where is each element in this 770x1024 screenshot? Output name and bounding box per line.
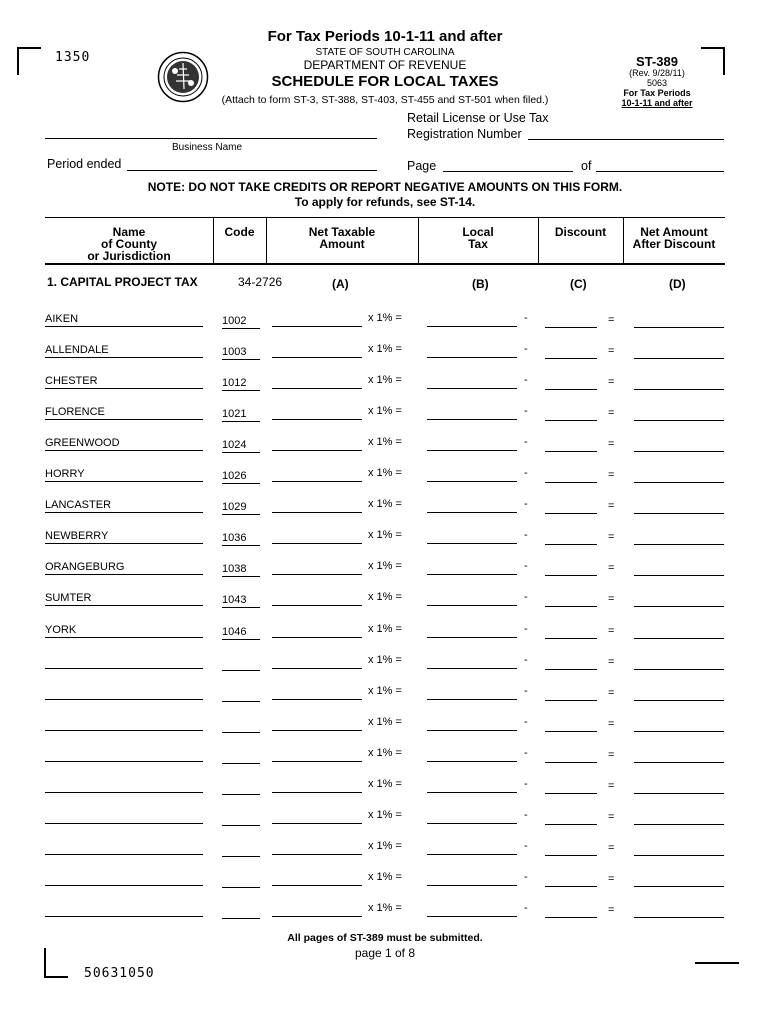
registration-mark-top-left bbox=[17, 47, 41, 75]
table-row bbox=[0, 467, 770, 498]
equals-sign: = bbox=[608, 872, 615, 885]
net-taxable-amount-field[interactable] bbox=[272, 498, 362, 513]
form-id-bottom: 50631050 bbox=[84, 966, 155, 981]
county-code[interactable]: 1036 bbox=[222, 531, 260, 546]
equals-sign: = bbox=[608, 376, 615, 389]
col-header-name-line2: of County bbox=[101, 237, 157, 251]
multiplier-label: x 1% = bbox=[368, 653, 402, 666]
county-name[interactable]: CHESTER bbox=[45, 374, 203, 389]
table-divider bbox=[538, 217, 539, 263]
col-header-local-tax-line1: Local bbox=[462, 225, 494, 239]
multiplier-label: x 1% = bbox=[368, 901, 402, 914]
discount-field[interactable] bbox=[545, 624, 597, 639]
business-name-line[interactable] bbox=[45, 138, 377, 139]
schedule-title: SCHEDULE FOR LOCAL TAXES bbox=[271, 73, 499, 90]
county-code[interactable]: 1046 bbox=[222, 625, 260, 640]
minus-sign: - bbox=[524, 374, 528, 387]
registration-mark-bottom-right bbox=[695, 962, 739, 964]
discount-field[interactable] bbox=[545, 437, 597, 452]
table-row bbox=[0, 902, 770, 933]
multiplier-label: x 1% = bbox=[368, 622, 402, 635]
column-a-label: (A) bbox=[332, 277, 349, 291]
registration-number-line[interactable] bbox=[528, 139, 724, 140]
minus-sign: - bbox=[524, 715, 528, 728]
form-revision: (Rev. 9/28/11) bbox=[629, 68, 685, 78]
county-name[interactable]: NEWBERRY bbox=[45, 529, 203, 544]
county-code[interactable] bbox=[222, 873, 260, 888]
discount-field[interactable] bbox=[545, 717, 597, 732]
table-row bbox=[0, 405, 770, 436]
period-ended-line[interactable] bbox=[127, 170, 377, 171]
form-periods-line1: For Tax Periods bbox=[623, 88, 691, 98]
table-row bbox=[0, 343, 770, 374]
discount-field[interactable] bbox=[545, 872, 597, 887]
multiplier-label: x 1% = bbox=[368, 808, 402, 821]
county-name[interactable]: GREENWOOD bbox=[45, 436, 203, 451]
multiplier-label: x 1% = bbox=[368, 839, 402, 852]
net-taxable-amount-field[interactable] bbox=[272, 405, 362, 420]
local-tax-field[interactable] bbox=[427, 716, 517, 731]
county-name[interactable] bbox=[45, 685, 203, 700]
county-name[interactable] bbox=[45, 716, 203, 731]
equals-sign: = bbox=[608, 562, 615, 575]
multiplier-label: x 1% = bbox=[368, 777, 402, 790]
col-header-net-taxable-line1: Net Taxable bbox=[308, 225, 376, 239]
equals-sign: = bbox=[608, 655, 615, 668]
form-code: 5063 bbox=[646, 78, 668, 88]
discount-field[interactable] bbox=[545, 375, 597, 390]
county-code[interactable] bbox=[222, 718, 260, 733]
column-d-label: (D) bbox=[669, 277, 686, 291]
county-name[interactable]: ORANGEBURG bbox=[45, 560, 203, 575]
section-code: 34-2726 bbox=[238, 275, 283, 289]
net-amount-field[interactable] bbox=[634, 375, 724, 390]
discount-field[interactable] bbox=[545, 406, 597, 421]
county-name[interactable] bbox=[45, 902, 203, 917]
discount-field[interactable] bbox=[545, 686, 597, 701]
minus-sign: - bbox=[524, 622, 528, 635]
net-amount-field[interactable] bbox=[634, 499, 724, 514]
equals-sign: = bbox=[608, 438, 615, 451]
column-c-label: (C) bbox=[570, 277, 587, 291]
equals-sign: = bbox=[608, 717, 615, 730]
table-header-bottom-border bbox=[45, 263, 725, 265]
of-label: of bbox=[581, 159, 592, 173]
county-code[interactable]: 1026 bbox=[222, 469, 260, 484]
county-code[interactable]: 1012 bbox=[222, 376, 260, 391]
multiplier-label: x 1% = bbox=[368, 560, 402, 573]
net-taxable-amount-field[interactable] bbox=[272, 809, 362, 824]
footer-note: All pages of ST-389 must be submitted. bbox=[287, 932, 483, 944]
net-taxable-amount-field[interactable] bbox=[272, 623, 362, 638]
county-name[interactable]: LANCASTER bbox=[45, 498, 203, 513]
multiplier-label: x 1% = bbox=[368, 374, 402, 387]
net-taxable-amount-field[interactable] bbox=[272, 374, 362, 389]
county-code[interactable]: 1024 bbox=[222, 438, 260, 453]
table-row bbox=[0, 591, 770, 622]
discount-field[interactable] bbox=[545, 561, 597, 576]
county-name[interactable] bbox=[45, 809, 203, 824]
state-seal bbox=[157, 51, 209, 103]
local-tax-field[interactable] bbox=[427, 871, 517, 886]
equals-sign: = bbox=[608, 686, 615, 699]
minus-sign: - bbox=[524, 467, 528, 480]
multiplier-label: x 1% = bbox=[368, 436, 402, 449]
net-taxable-amount-field[interactable] bbox=[272, 747, 362, 762]
table-row bbox=[0, 871, 770, 902]
county-code[interactable]: 1043 bbox=[222, 593, 260, 608]
discount-field[interactable] bbox=[545, 841, 597, 856]
multiplier-label: x 1% = bbox=[368, 529, 402, 542]
equals-sign: = bbox=[608, 500, 615, 513]
county-name[interactable] bbox=[45, 871, 203, 886]
multiplier-label: x 1% = bbox=[368, 343, 402, 356]
multiplier-label: x 1% = bbox=[368, 591, 402, 604]
multiplier-label: x 1% = bbox=[368, 870, 402, 883]
business-name-label: Business Name bbox=[172, 142, 243, 153]
retail-license-label-2: Registration Number bbox=[407, 127, 522, 141]
county-name[interactable] bbox=[45, 654, 203, 669]
minus-sign: - bbox=[524, 560, 528, 573]
net-amount-field[interactable] bbox=[634, 406, 724, 421]
county-name[interactable] bbox=[45, 747, 203, 762]
net-amount-field[interactable] bbox=[634, 655, 724, 670]
discount-field[interactable] bbox=[545, 530, 597, 545]
net-amount-field[interactable] bbox=[634, 686, 724, 701]
equals-sign: = bbox=[608, 407, 615, 420]
net-taxable-amount-field[interactable] bbox=[272, 343, 362, 358]
discount-field[interactable] bbox=[545, 655, 597, 670]
county-code[interactable] bbox=[222, 904, 260, 919]
col-header-net-amount bbox=[623, 226, 725, 250]
county-code[interactable] bbox=[222, 842, 260, 857]
local-tax-field[interactable] bbox=[427, 778, 517, 793]
minus-sign: - bbox=[524, 498, 528, 511]
county-code[interactable] bbox=[222, 656, 260, 671]
equals-sign: = bbox=[608, 810, 615, 823]
col-header-name-line3: or Jurisdiction bbox=[87, 249, 171, 263]
multiplier-label: x 1% = bbox=[368, 715, 402, 728]
local-tax-field[interactable] bbox=[427, 685, 517, 700]
equals-sign: = bbox=[608, 903, 615, 916]
local-tax-field[interactable] bbox=[427, 623, 517, 638]
equals-sign: = bbox=[608, 314, 615, 326]
net-amount-field[interactable] bbox=[634, 872, 724, 887]
attach-note: (Attach to form ST-3, ST-388, ST-403, ST-455 and ST-501 when filed.) bbox=[221, 94, 549, 106]
net-amount-field[interactable] bbox=[634, 717, 724, 732]
local-tax-field[interactable] bbox=[427, 654, 517, 669]
equals-sign: = bbox=[608, 593, 615, 606]
equals-sign: = bbox=[608, 345, 615, 358]
net-taxable-amount-field[interactable] bbox=[272, 716, 362, 731]
county-code[interactable] bbox=[222, 811, 260, 826]
table-row bbox=[0, 840, 770, 871]
county-name[interactable]: AIKEN bbox=[45, 312, 203, 327]
col-header-net-taxable bbox=[266, 226, 418, 250]
table-divider bbox=[213, 217, 214, 263]
local-tax-field[interactable] bbox=[427, 809, 517, 824]
net-taxable-amount-field[interactable] bbox=[272, 436, 362, 451]
minus-sign: - bbox=[524, 436, 528, 449]
net-amount-field[interactable] bbox=[634, 437, 724, 452]
col-header-name bbox=[45, 226, 213, 262]
net-taxable-amount-field[interactable] bbox=[272, 529, 362, 544]
net-amount-field[interactable] bbox=[634, 748, 724, 763]
multiplier-label: x 1% = bbox=[368, 684, 402, 697]
form-number: ST-389 bbox=[636, 54, 678, 69]
net-amount-field[interactable] bbox=[634, 530, 724, 545]
table-row bbox=[0, 623, 770, 654]
county-code[interactable]: 1038 bbox=[222, 562, 260, 577]
header-state: STATE OF SOUTH CAROLINA bbox=[315, 47, 455, 58]
discount-field[interactable] bbox=[545, 344, 597, 359]
multiplier-label: x 1% = bbox=[368, 746, 402, 759]
county-name[interactable]: ALLENDALE bbox=[45, 343, 203, 358]
discount-field[interactable] bbox=[545, 499, 597, 514]
equals-sign: = bbox=[608, 841, 615, 854]
county-code[interactable] bbox=[222, 780, 260, 795]
local-tax-field[interactable] bbox=[427, 840, 517, 855]
minus-sign: - bbox=[524, 343, 528, 356]
page-label: Page bbox=[407, 159, 437, 173]
header-title: For Tax Periods 10-1-11 and after bbox=[267, 28, 503, 45]
table-row bbox=[0, 778, 770, 809]
table-row bbox=[0, 498, 770, 529]
minus-sign: - bbox=[524, 808, 528, 821]
col-header-net-amount-line1: Net Amount bbox=[640, 225, 708, 239]
discount-field[interactable] bbox=[545, 592, 597, 607]
equals-sign: = bbox=[608, 469, 615, 482]
net-amount-field[interactable] bbox=[634, 592, 724, 607]
local-tax-field[interactable] bbox=[427, 467, 517, 482]
net-taxable-amount-field[interactable] bbox=[272, 840, 362, 855]
net-amount-field[interactable] bbox=[634, 344, 724, 359]
county-name[interactable] bbox=[45, 840, 203, 855]
col-header-code: Code bbox=[224, 225, 255, 239]
minus-sign: - bbox=[524, 777, 528, 790]
section-title: 1. CAPITAL PROJECT TAX bbox=[47, 275, 198, 289]
col-header-net-taxable-line2: Amount bbox=[319, 237, 365, 251]
table-row bbox=[0, 809, 770, 840]
net-taxable-amount-field[interactable] bbox=[272, 591, 362, 606]
header-department: DEPARTMENT OF REVENUE bbox=[303, 58, 467, 72]
col-header-discount: Discount bbox=[554, 225, 607, 239]
col-header-net-amount-line2: After Discount bbox=[632, 237, 716, 251]
page-number-line[interactable] bbox=[443, 171, 573, 172]
net-amount-field[interactable] bbox=[634, 810, 724, 825]
page-total-line[interactable] bbox=[596, 171, 724, 172]
local-tax-field[interactable] bbox=[427, 747, 517, 762]
net-amount-field[interactable] bbox=[634, 313, 724, 328]
equals-sign: = bbox=[608, 624, 615, 637]
registration-mark-top-right bbox=[701, 47, 725, 75]
footer-page: page 1 of 8 bbox=[354, 946, 416, 960]
discount-field[interactable] bbox=[545, 810, 597, 825]
local-tax-field[interactable] bbox=[427, 436, 517, 451]
equals-sign: = bbox=[608, 531, 615, 544]
minus-sign: - bbox=[524, 839, 528, 852]
table-row bbox=[0, 560, 770, 591]
discount-field[interactable] bbox=[545, 313, 597, 328]
local-tax-field[interactable] bbox=[427, 374, 517, 389]
note-line-1: NOTE: DO NOT TAKE CREDITS OR REPORT NEGATIVE AMOUNTS ON THIS FORM. bbox=[147, 180, 623, 194]
county-name[interactable]: YORK bbox=[45, 623, 203, 638]
col-header-local-tax bbox=[418, 226, 538, 250]
table-row bbox=[0, 374, 770, 405]
net-amount-field[interactable] bbox=[634, 624, 724, 639]
net-taxable-amount-field[interactable] bbox=[272, 685, 362, 700]
county-code[interactable]: 1021 bbox=[222, 407, 260, 422]
local-tax-field[interactable] bbox=[427, 343, 517, 358]
minus-sign: - bbox=[524, 312, 528, 324]
minus-sign: - bbox=[524, 901, 528, 914]
minus-sign: - bbox=[524, 591, 528, 604]
net-taxable-amount-field[interactable] bbox=[272, 654, 362, 669]
table-row bbox=[0, 312, 770, 343]
table-row bbox=[0, 747, 770, 778]
discount-field[interactable] bbox=[545, 468, 597, 483]
discount-field[interactable] bbox=[545, 748, 597, 763]
net-taxable-amount-field[interactable] bbox=[272, 902, 362, 917]
minus-sign: - bbox=[524, 746, 528, 759]
local-tax-field[interactable] bbox=[427, 529, 517, 544]
net-taxable-amount-field[interactable] bbox=[272, 560, 362, 575]
net-taxable-amount-field[interactable] bbox=[272, 467, 362, 482]
table-row bbox=[0, 685, 770, 716]
minus-sign: - bbox=[524, 529, 528, 542]
retail-license-label-1: Retail License or Use Tax bbox=[407, 111, 549, 125]
county-code[interactable] bbox=[222, 687, 260, 702]
table-row bbox=[0, 716, 770, 747]
local-tax-field[interactable] bbox=[427, 560, 517, 575]
local-tax-field[interactable] bbox=[427, 405, 517, 420]
county-code[interactable]: 1029 bbox=[222, 500, 260, 515]
period-ended-label: Period ended bbox=[47, 157, 122, 171]
net-amount-field[interactable] bbox=[634, 561, 724, 576]
minus-sign: - bbox=[524, 684, 528, 697]
local-tax-field[interactable] bbox=[427, 591, 517, 606]
column-b-label: (B) bbox=[472, 277, 489, 291]
multiplier-label: x 1% = bbox=[368, 312, 402, 324]
discount-field[interactable] bbox=[545, 779, 597, 794]
col-header-name-line1: Name bbox=[112, 225, 146, 239]
county-name[interactable]: FLORENCE bbox=[45, 405, 203, 420]
county-name[interactable] bbox=[45, 778, 203, 793]
county-name[interactable]: HORRY bbox=[45, 467, 203, 482]
multiplier-label: x 1% = bbox=[368, 498, 402, 511]
table-row bbox=[0, 529, 770, 560]
col-header-local-tax-line2: Tax bbox=[468, 237, 488, 251]
net-taxable-amount-field[interactable] bbox=[272, 312, 362, 327]
local-tax-field[interactable] bbox=[427, 902, 517, 917]
note-line-2: To apply for refunds, see ST-14. bbox=[294, 195, 476, 209]
multiplier-label: x 1% = bbox=[368, 467, 402, 480]
net-amount-field[interactable] bbox=[634, 779, 724, 794]
net-amount-field[interactable] bbox=[634, 841, 724, 856]
minus-sign: - bbox=[524, 653, 528, 666]
equals-sign: = bbox=[608, 779, 615, 792]
table-row bbox=[0, 654, 770, 685]
net-amount-field[interactable] bbox=[634, 468, 724, 483]
minus-sign: - bbox=[524, 405, 528, 418]
county-name[interactable]: SUMTER bbox=[45, 591, 203, 606]
multiplier-label: x 1% = bbox=[368, 405, 402, 418]
local-tax-field[interactable] bbox=[427, 498, 517, 513]
county-code[interactable]: 1003 bbox=[222, 345, 260, 360]
table-row bbox=[0, 436, 770, 467]
form-id-top: 1350 bbox=[55, 50, 91, 65]
net-taxable-amount-field[interactable] bbox=[272, 778, 362, 793]
local-tax-field[interactable] bbox=[427, 312, 517, 327]
discount-field[interactable] bbox=[545, 903, 597, 918]
minus-sign: - bbox=[524, 870, 528, 883]
equals-sign: = bbox=[608, 748, 615, 761]
county-code[interactable]: 1002 bbox=[222, 314, 260, 329]
net-amount-field[interactable] bbox=[634, 903, 724, 918]
form-periods-line2: 10-1-11 and after bbox=[621, 98, 693, 108]
county-code[interactable] bbox=[222, 749, 260, 764]
net-taxable-amount-field[interactable] bbox=[272, 871, 362, 886]
